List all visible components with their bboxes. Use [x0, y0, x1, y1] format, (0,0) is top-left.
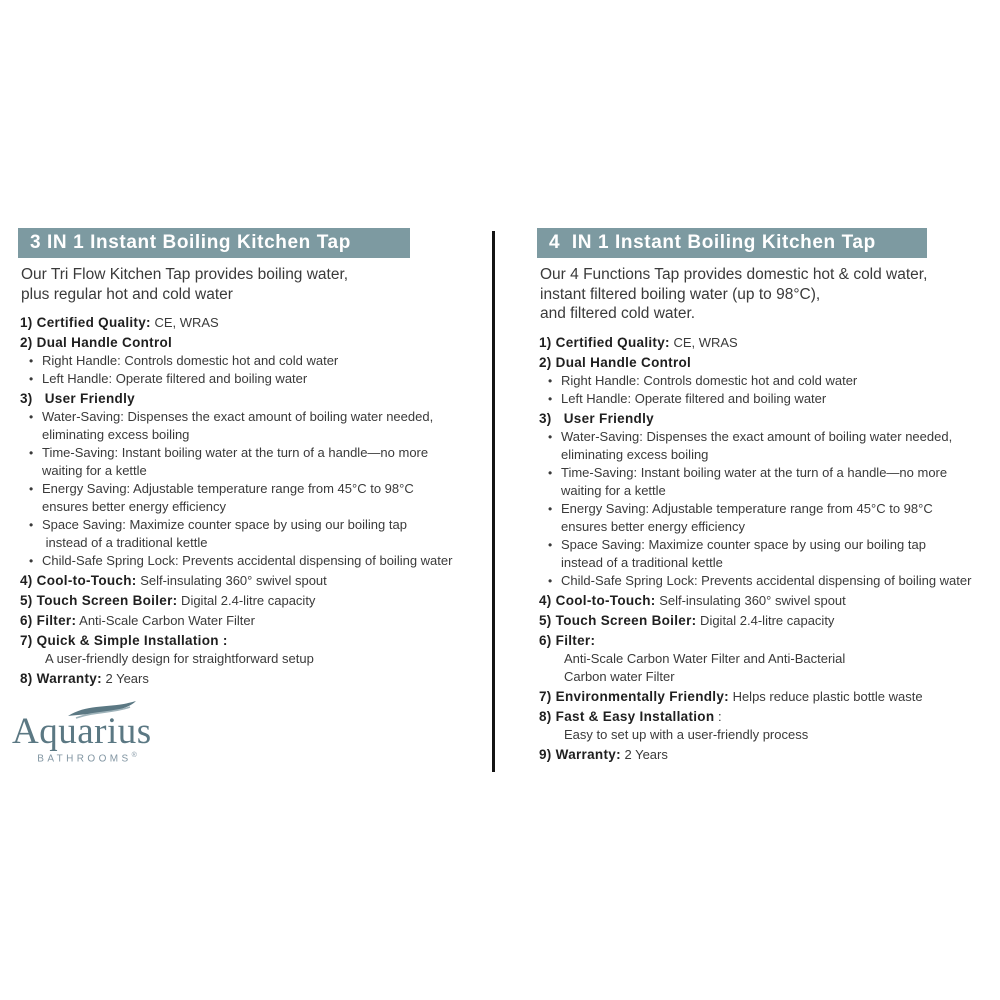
bullet-text: [42, 370, 307, 388]
item-number: 4): [20, 573, 37, 588]
bullet-line: Right Handle: Controls domestic hot and cold water: [42, 353, 339, 368]
tagline-text: BATHROOMS: [37, 753, 132, 765]
feature-item-heading: [20, 612, 476, 630]
bullet-item: [20, 352, 476, 370]
item-number: 3): [539, 410, 556, 426]
intro-line: Our Tri Flow Kitchen Tap provides boiling water,: [21, 266, 349, 283]
column-3in1-tap: [18, 228, 476, 688]
item-value: Helps reduce plastic bottle waste: [728, 688, 923, 704]
feature-item: [539, 410, 993, 590]
feature-list: [539, 334, 993, 764]
feature-item-heading: [539, 354, 993, 372]
item-label: Filter:: [36, 613, 77, 628]
bullet-item: [539, 390, 993, 408]
feature-item: [20, 334, 476, 388]
feature-item-heading: [20, 390, 476, 408]
item-label: Touch Screen Boiler:: [555, 612, 697, 628]
feature-item: [539, 334, 993, 352]
feature-item: [539, 592, 993, 610]
bullet-line: Water-Saving: Dispenses the exact amount of boiling water needed,: [561, 428, 953, 444]
bullet-item: [539, 500, 993, 536]
bullet-dot-icon: •: [548, 501, 553, 516]
item-label: Quick & Simple Installation :: [36, 633, 228, 648]
bullet-line: Space Saving: Maximize counter space by using our boiling tap: [561, 536, 926, 552]
bullet-line: instead of a traditional kettle: [561, 554, 723, 570]
feature-item: [20, 592, 476, 610]
bullet-dot-icon: •: [548, 373, 553, 388]
item-label: Cool-to-Touch:: [36, 573, 137, 588]
item-number: 6): [20, 613, 37, 628]
item-number: 7): [20, 633, 37, 648]
item-number: 2): [20, 335, 37, 350]
bullet-line: Left Handle: Operate filtered and boiling water: [42, 371, 308, 386]
feature-item-heading: [539, 410, 993, 428]
feature-item: [539, 746, 993, 764]
bullet-text: [561, 390, 826, 408]
item-label: Certified Quality:: [555, 334, 670, 350]
item-subline: Easy to set up with a user-friendly process: [564, 726, 809, 742]
item-value: :: [714, 708, 722, 724]
item-subline: Anti-Scale Carbon Water Filter and Anti-Bacterial: [564, 650, 846, 666]
bullet-dot-icon: •: [29, 354, 34, 368]
feature-list: [20, 314, 476, 688]
feature-item-heading: [539, 746, 993, 764]
bullet-dot-icon: •: [29, 518, 34, 532]
bullet-line: Child-Safe Spring Lock: Prevents accidental dispensing of boiling water: [42, 553, 453, 568]
bullet-dot-icon: •: [548, 465, 553, 480]
bullet-line: instead of a traditional kettle: [42, 535, 208, 550]
item-value: 2 Years: [101, 671, 149, 686]
item-value: Self-insulating 360° swivel spout: [136, 573, 327, 588]
item-number: 9): [539, 746, 556, 762]
feature-item-heading: [539, 688, 993, 706]
item-number: 4): [539, 592, 556, 608]
feature-item: [539, 708, 993, 744]
feature-item-heading: [20, 334, 476, 352]
item-value: Anti-Scale Carbon Water Filter: [76, 613, 255, 628]
brand-logo: [12, 697, 172, 764]
item-label: Warranty:: [36, 671, 102, 686]
feature-item: [20, 572, 476, 590]
bullet-item: [20, 444, 476, 480]
item-label: Dual Handle Control: [555, 354, 692, 370]
item-label: Filter:: [555, 632, 596, 648]
intro-line: and filtered cold water.: [540, 305, 696, 322]
item-number: 5): [539, 612, 556, 628]
item-number: 8): [539, 708, 556, 724]
registered-mark: ®: [131, 752, 137, 759]
bullet-line: Time-Saving: Instant boiling water at the turn of a handle—no more: [561, 464, 948, 480]
bullet-dot-icon: •: [548, 537, 553, 552]
feature-item-heading: [20, 632, 476, 650]
logo-wave-icon: [66, 700, 138, 720]
feature-item: [20, 632, 476, 668]
bullet-dot-icon: •: [548, 429, 553, 444]
item-label: Dual Handle Control: [36, 335, 173, 350]
feature-item: [539, 612, 993, 630]
intro-paragraph: [21, 265, 476, 304]
item-label: User Friendly: [36, 391, 135, 406]
feature-item: [20, 670, 476, 688]
intro-line: Our 4 Functions Tap provides domestic hot & cold water,: [540, 266, 928, 283]
bullet-line: Energy Saving: Adjustable temperature range from 45°C to 98°C: [561, 500, 933, 516]
bullet-text: [42, 352, 338, 370]
item-label: Fast & Easy Installation: [555, 708, 715, 724]
bullet-text: [561, 372, 857, 390]
bullet-text: [42, 516, 407, 552]
item-label: Environmentally Friendly:: [555, 688, 729, 704]
item-number: 1): [20, 315, 37, 330]
feature-item-heading: [539, 334, 993, 352]
feature-item-heading: [20, 670, 476, 688]
item-number: 7): [539, 688, 556, 704]
feature-item-heading: [539, 592, 993, 610]
intro-line: instant filtered boiling water (up to 98°C),: [540, 285, 821, 303]
brand-tagline: [12, 752, 162, 764]
feature-item: [20, 314, 476, 332]
bullet-item: [20, 480, 476, 516]
brand-name: Aquarius: [12, 711, 152, 752]
feature-item: [539, 688, 993, 706]
item-label: Warranty:: [555, 746, 621, 762]
item-subline: Carbon water Filter: [564, 668, 675, 684]
feature-item: [539, 354, 993, 408]
bullet-item: [20, 408, 476, 444]
bullet-dot-icon: •: [548, 391, 553, 406]
item-number: 3): [20, 391, 37, 406]
bullet-item: [20, 552, 476, 570]
bullet-line: Left Handle: Operate filtered and boiling water: [561, 390, 827, 406]
item-value: 2 Years: [620, 746, 668, 762]
bullet-dot-icon: •: [29, 482, 34, 496]
item-number: 6): [539, 632, 556, 648]
bullet-dot-icon: •: [29, 446, 34, 460]
item-label: Certified Quality:: [36, 315, 151, 330]
feature-item: [539, 632, 993, 686]
item-number: 8): [20, 671, 37, 686]
bullet-item: [539, 536, 993, 572]
bullet-line: eliminating excess boiling: [561, 446, 709, 462]
bullet-item: [539, 572, 993, 590]
bullet-line: Child-Safe Spring Lock: Prevents accidental dispensing of boiling water: [561, 572, 972, 588]
item-value: Digital 2.4-litre capacity: [177, 593, 316, 608]
bullet-line: eliminating excess boiling: [42, 427, 190, 442]
bullet-line: ensures better energy efficiency: [561, 518, 746, 534]
feature-item-heading: [20, 592, 476, 610]
intro-paragraph: [540, 265, 993, 324]
item-value: CE, WRAS: [669, 334, 738, 350]
item-number: 1): [539, 334, 556, 350]
bullet-item: [539, 372, 993, 390]
bullet-line: Water-Saving: Dispenses the exact amount of boiling water needed,: [42, 409, 434, 424]
item-value: Self-insulating 360° swivel spout: [655, 592, 846, 608]
bullet-line: Space Saving: Maximize counter space by using our boiling tap: [42, 517, 407, 532]
feature-item-heading: [20, 572, 476, 590]
bullet-dot-icon: •: [548, 573, 553, 588]
bullet-item: [539, 464, 993, 500]
bullet-line: waiting for a kettle: [42, 463, 147, 478]
feature-item-heading: [20, 314, 476, 332]
bullet-line: ensures better energy efficiency: [42, 499, 227, 514]
item-label: Cool-to-Touch:: [555, 592, 656, 608]
bullet-text: [561, 572, 971, 590]
bullet-text: [42, 444, 428, 480]
item-value: CE, WRAS: [150, 315, 219, 330]
bullet-text: [42, 408, 433, 444]
bullet-line: Energy Saving: Adjustable temperature range from 45°C to 98°C: [42, 481, 414, 496]
item-number: 5): [20, 593, 37, 608]
feature-item-heading: [539, 708, 993, 726]
bullet-text: [42, 480, 414, 516]
item-label: User Friendly: [555, 410, 654, 426]
bullet-dot-icon: •: [29, 554, 34, 568]
bullet-text: [561, 536, 926, 572]
bullet-item: [20, 516, 476, 552]
item-subline: A user-friendly design for straightforward setup: [45, 651, 314, 666]
section-title-4in1: 4 IN 1 Instant Boiling Kitchen Tap: [537, 228, 927, 258]
bullet-dot-icon: •: [29, 410, 34, 424]
bullet-item: [20, 370, 476, 388]
feature-item: [20, 612, 476, 630]
bullet-text: [561, 464, 947, 500]
item-label: Touch Screen Boiler:: [36, 593, 178, 608]
bullet-text: [561, 500, 933, 536]
bullet-line: waiting for a kettle: [561, 482, 666, 498]
feature-item-heading: [539, 632, 993, 650]
item-number: 2): [539, 354, 556, 370]
feature-item: [20, 390, 476, 570]
bullet-text: [42, 552, 452, 570]
item-value: Digital 2.4-litre capacity: [696, 612, 835, 628]
bullet-item: [539, 428, 993, 464]
bullet-line: Right Handle: Controls domestic hot and cold water: [561, 372, 858, 388]
bullet-text: [561, 428, 952, 464]
intro-line: plus regular hot and cold water: [21, 285, 233, 303]
section-title-3in1: 3 IN 1 Instant Boiling Kitchen Tap: [18, 228, 410, 258]
column-4in1-tap: [537, 228, 993, 764]
bullet-line: Time-Saving: Instant boiling water at the turn of a handle—no more: [42, 445, 429, 460]
feature-item-heading: [539, 612, 993, 630]
column-divider: [492, 231, 495, 772]
bullet-dot-icon: •: [29, 372, 34, 386]
